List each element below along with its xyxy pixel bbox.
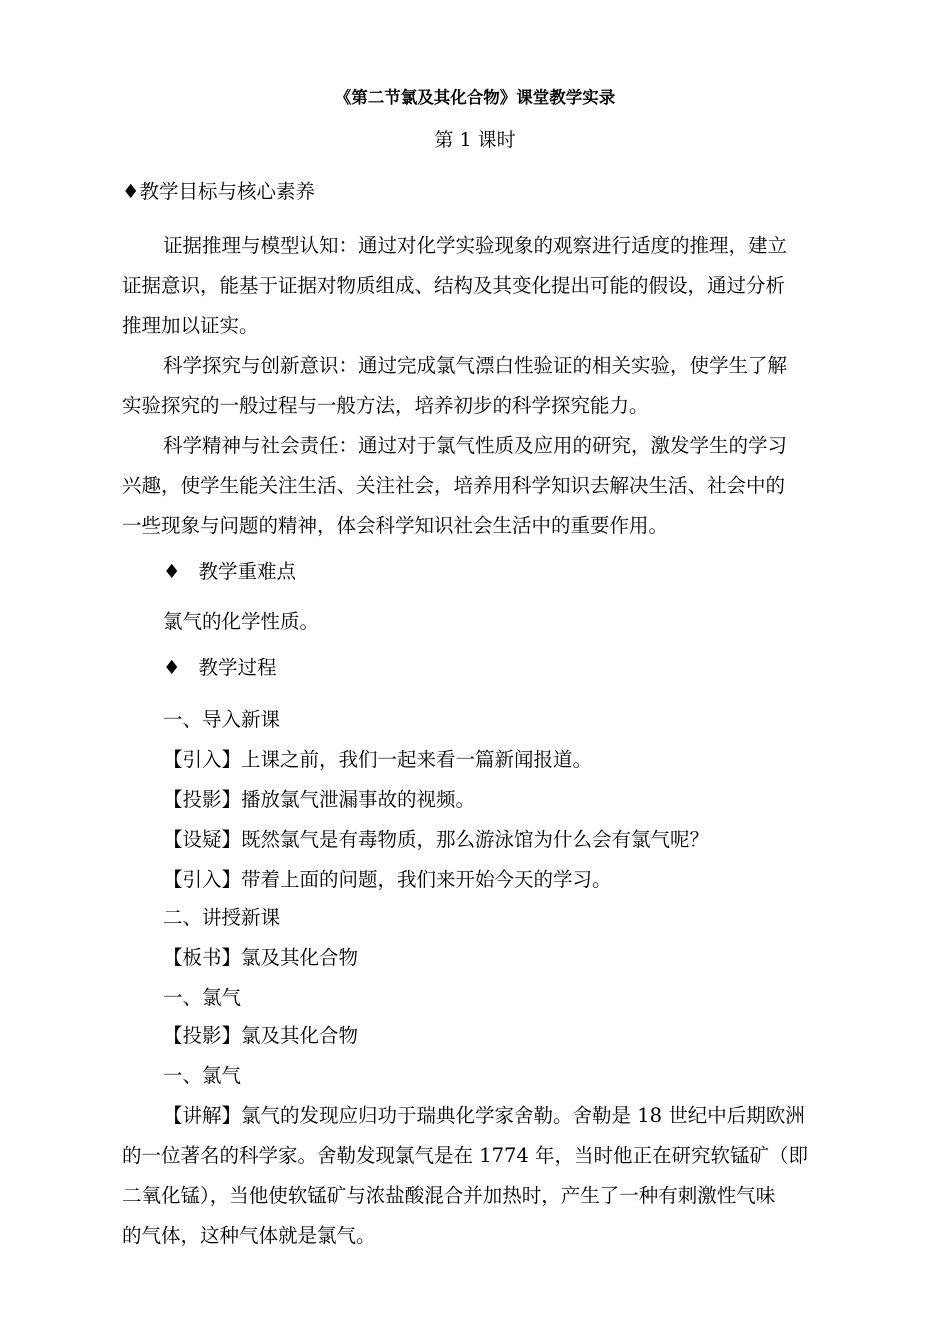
bullet-icon: ♦ (163, 656, 181, 679)
objectives-p1-line1: 证据推理与模型认知：通过对化学实验现象的观察进行适度的推理，建立 (163, 234, 788, 257)
lecture-line4: 的气体，这种气体就是氯气。 (122, 1224, 376, 1247)
process-item: 二、讲授新课 (163, 906, 281, 929)
lecture-line1: 【讲解】氯气的发现应归功于瑞典化学家舍勒。舍勒是 18 世纪中后期欧洲 (163, 1104, 805, 1127)
key-points-heading-row (0, 558, 950, 586)
lesson-subtitle: 第 1 课时 (434, 129, 516, 151)
document-title: 《第二节氯及其化合物》课堂教学实录 (334, 88, 616, 107)
process-item: 一、氯气 (163, 986, 242, 1009)
process-item: 【板书】氯及其化合物 (163, 946, 359, 969)
process-item: 【引入】上课之前，我们一起来看一篇新闻报道。 (163, 748, 593, 771)
objectives-p3-line2: 兴趣，使学生能关注生活、关注社会，培养用科学知识去解决生活、社会中的 (122, 474, 786, 497)
process-item: 【设疑】既然氯气是有毒物质，那么游泳馆为什么会有氯气呢？ (163, 828, 710, 851)
process-heading-row (0, 654, 950, 682)
process-item: 【引入】带着上面的问题，我们来开始今天的学习。 (163, 868, 612, 891)
objectives-p2-line1: 科学探究与创新意识：通过完成氯气漂白性验证的相关实验，使学生了解 (163, 354, 788, 377)
objectives-p3-line1: 科学精神与社会责任：通过对于氯气性质及应用的研究，激发学生的学习 (163, 434, 788, 457)
lecture-line3: 二氧化锰），当他使软锰矿与浓盐酸混合并加热时，产生了一种有刺激性气味 (122, 1184, 776, 1207)
objectives-p2-line2: 实验探究的一般过程与一般方法，培养初步的科学探究能力。 (122, 394, 649, 417)
process-item: 【投影】氯及其化合物 (163, 1024, 359, 1047)
objectives-p3-line3: 一些现象与问题的精神，体会科学知识社会生活中的重要作用。 (122, 514, 669, 537)
key-points-content: 氯气的化学性质。 (163, 610, 320, 633)
process-heading: 教学过程 (198, 656, 277, 679)
objectives-p1-line2: 证据意识，能基于证据对物质组成、结构及其变化提出可能的假设，通过分析 (122, 274, 786, 297)
key-points-heading: 教学重难点 (198, 560, 296, 583)
objectives-p1-line3: 推理加以证实。 (122, 314, 259, 337)
lecture-line2: 的一位著名的科学家。舍勒发现氯气是在 1774 年，当时他正在研究软锰矿（即 (122, 1144, 809, 1167)
process-item: 一、导入新课 (163, 708, 281, 731)
process-item: 一、氯气 (163, 1064, 242, 1087)
process-item: 【投影】播放氯气泄漏事故的视频。 (163, 788, 476, 811)
bullet-icon: ♦ (163, 560, 181, 583)
objectives-heading: ♦教学目标与核心素养 (122, 180, 315, 203)
